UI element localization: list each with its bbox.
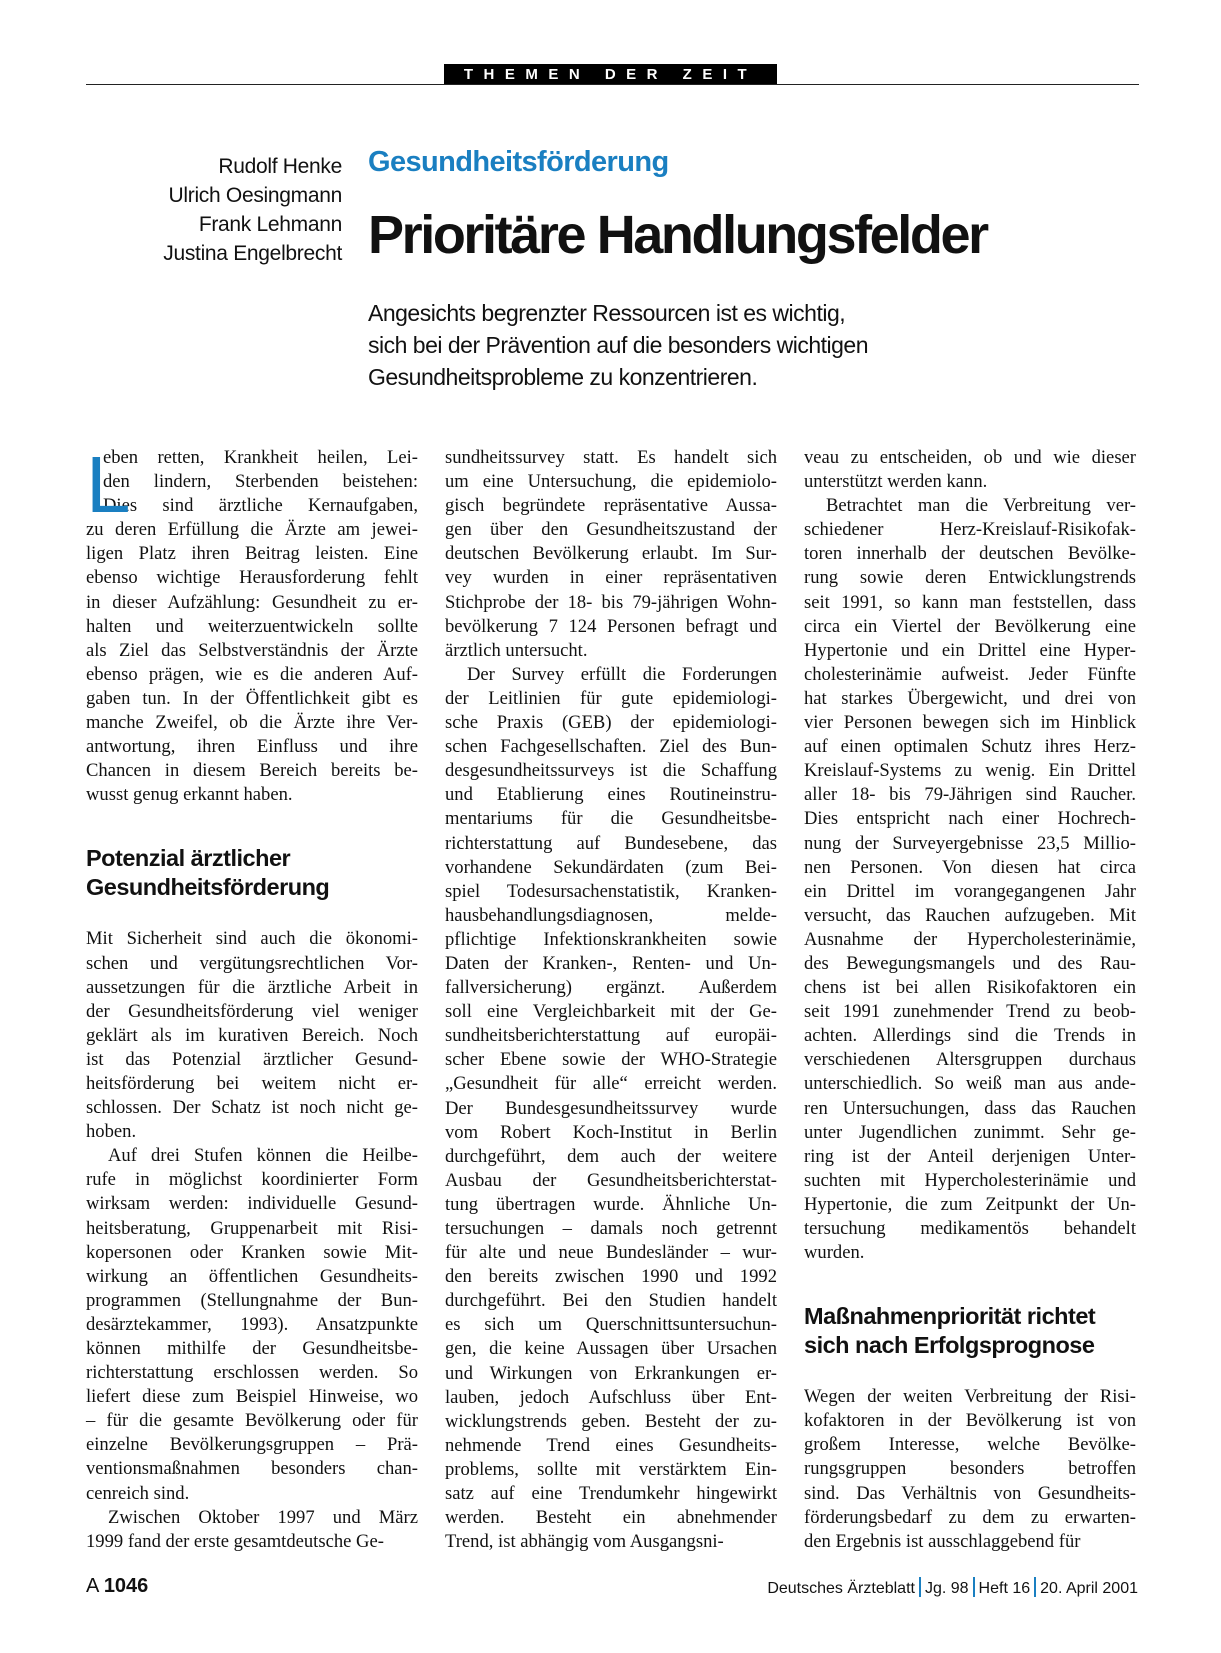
header-rule xyxy=(86,84,1139,85)
text-line: seit 1991, so kann man feststellen, dass xyxy=(804,591,1136,613)
text-line: soll eine Vergleichbarkeit mit der Ge- xyxy=(445,1001,777,1023)
text-line: ligen Platz ihren Beitrag leisten. Eine xyxy=(86,543,418,565)
journal-volume: Jg. 98 xyxy=(924,1580,969,1597)
text-line: chens ist bei allen Risikofaktoren ein xyxy=(804,977,1136,999)
text-line: ist das Potenzial ärztlicher Gesund- xyxy=(86,1048,418,1070)
text-line: ärztlich untersucht. xyxy=(445,639,588,661)
text-line: zu deren Erfüllung die Ärzte am jewei- xyxy=(86,519,418,541)
text-line: heitsförderung bei weitem nicht er- xyxy=(86,1072,418,1094)
dropcap: L xyxy=(86,440,131,529)
text-line: wusst genug erkannt haben. xyxy=(86,784,293,806)
text-line: den lindern, Sterbenden beistehen: xyxy=(103,471,418,493)
text-line: aller 18- bis 79-Jährigen sind Raucher. xyxy=(804,784,1136,806)
text-line: tung übertragen wurde. Ähnliche Un- xyxy=(445,1193,777,1215)
text-line: rung sowie deren Entwicklungstrends xyxy=(804,567,1136,589)
text-line: wicklungstrends geben. Besteht der zu- xyxy=(445,1410,777,1432)
text-line: Der Bundesgesundheitssurvey wurde xyxy=(445,1097,777,1119)
text-line: vier Personen bewegen sich im Hinblick xyxy=(804,712,1136,734)
subheading-line: Maßnahmenpriorität richtet xyxy=(804,1303,1096,1330)
text-line: den Ergebnis ist ausschlaggebend für xyxy=(804,1530,1081,1552)
article-headline: Prioritäre Handlungsfelder xyxy=(368,205,987,265)
text-line: einzelne Bevölkerungsgruppen – Prä- xyxy=(86,1434,418,1456)
text-line: unterschiedlich. So weiß man aus ande- xyxy=(804,1073,1136,1095)
text-line: und Wirkungen von Erkrankungen er- xyxy=(445,1362,777,1384)
section-header-band: THEMEN DER ZEIT xyxy=(444,64,777,85)
text-line: pflichtige Infektionskrankheiten sowie xyxy=(445,928,777,950)
author-name: Ulrich Oesingmann xyxy=(168,184,342,207)
text-line: ein Drittel im vorangegangenen Jahr xyxy=(804,880,1136,902)
text-line: 1999 fand der erste gesamtdeutsche Ge- xyxy=(86,1530,384,1552)
text-line: es sich um Querschnittsuntersuchun- xyxy=(445,1314,777,1336)
text-line: als Ziel das Selbstverständnis der Ärzte xyxy=(86,639,418,661)
text-line: Auf drei Stufen können die Heilbe- xyxy=(108,1145,418,1167)
text-line: schen Fachgesellschaften. Ziel des Bun- xyxy=(445,736,777,758)
text-line: vey wurden in einer repräsentativen xyxy=(445,567,777,589)
text-line: mentariums für die Gesundheitsbe- xyxy=(445,808,777,830)
text-line: satz auf eine Trendumkehr hingewirkt xyxy=(445,1483,777,1505)
text-line: vorhandene Sekundärdaten (zum Bei- xyxy=(445,856,777,878)
text-line: unterstützt werden kann. xyxy=(804,471,988,493)
text-line: unter Jugendlichen zunimmt. Sehr ge- xyxy=(804,1121,1136,1143)
text-line: fallversicherung) ergänzt. Außerdem xyxy=(445,977,777,999)
text-line: Kreislauf-Systems zu wenig. Ein Drittel xyxy=(804,760,1136,782)
text-line: scher Ebene sowie der WHO-Strategie xyxy=(445,1049,777,1071)
page-number xyxy=(86,1575,148,1598)
text-line: Der Survey erfüllt die Forderungen xyxy=(467,663,777,685)
text-line: desgesundheitssurveys ist die Schaffung xyxy=(445,760,777,782)
text-line: tersuchung medikamentös behandelt xyxy=(804,1218,1136,1239)
page-prefix: A xyxy=(86,1575,99,1597)
text-line: in dieser Aufzählung: Gesundheit zu er- xyxy=(86,591,418,613)
text-line: aussetzungen für die ärztliche Arbeit in xyxy=(86,976,418,998)
author-name: Rudolf Henke xyxy=(218,155,342,178)
text-line: schiedener Herz-Kreislauf-Risikofak- xyxy=(804,519,1136,541)
text-line: Dies sind ärztliche Kernaufgaben, xyxy=(103,495,418,517)
text-line: schen und vergütungsrechtlichen Vor- xyxy=(86,952,418,974)
text-line: achten. Allerdings sind die Trends in xyxy=(804,1025,1136,1047)
intro-paragraph xyxy=(86,440,418,807)
text-line: problems, sollte mit verstärktem Ein- xyxy=(445,1458,777,1480)
text-line: und Etablierung eines Routineinstru- xyxy=(445,784,777,806)
text-line: großem Interesse, welche Bevölke- xyxy=(804,1434,1136,1456)
text-line: Daten der Kranken-, Renten- und Un- xyxy=(445,952,777,974)
text-line: manche Zweifel, ob die Ärzte ihre Ver- xyxy=(86,712,418,734)
text-line: verschiedenen Altersgruppen durchaus xyxy=(804,1049,1136,1071)
text-column-2 xyxy=(445,446,777,1554)
text-line: spiel Todesursachenstatistik, Kranken- xyxy=(445,880,777,902)
text-line: ebenso wichtige Herausforderung fehlt xyxy=(86,567,418,589)
article-kicker: Gesundheitsförderung xyxy=(368,146,669,178)
text-line: der Gesundheitsförderung viel weniger xyxy=(86,1000,418,1022)
text-line: sundheitsberichterstattung auf europäi- xyxy=(445,1025,777,1047)
text-line: Betrachtet man die Verbreitung ver- xyxy=(826,495,1136,517)
footer-separator xyxy=(1034,1577,1036,1597)
text-line: „Gesundheit für alle“ erreicht werden. xyxy=(445,1073,777,1095)
text-line: sche Praxis (GEB) der epidemiologi- xyxy=(445,712,777,734)
text-line: kofaktoren in der Bevölkerung ist von xyxy=(804,1410,1136,1432)
text-line: kopersonen oder Kranken sowie Mit- xyxy=(86,1241,418,1263)
text-line: eben retten, Krankheit heilen, Lei- xyxy=(103,447,418,468)
text-line: halten und weiterzuentwickeln sollte xyxy=(86,615,418,637)
text-line: Ausnahme der Hypercholesterinämie, xyxy=(804,928,1136,950)
text-line: desärztekammer, 1993). Ansatzpunkte xyxy=(86,1313,418,1335)
text-line: wurden. xyxy=(804,1242,865,1264)
text-line: deutschen Bevölkerung erlaubt. Im Sur- xyxy=(445,543,777,565)
text-line: sind. Das Verhältnis von Gesundheits- xyxy=(804,1482,1136,1504)
text-line: Zwischen Oktober 1997 und März xyxy=(108,1506,418,1528)
text-line: Hypertonie und ein Drittel eine Hyper- xyxy=(804,639,1136,661)
text-line: gen, die keine Aussagen über Ursachen xyxy=(445,1338,777,1360)
text-line: des Bewegungsmangels und des Rau- xyxy=(804,952,1136,974)
text-line: Trend, ist abhängig vom Ausgangsni- xyxy=(445,1531,724,1553)
lede-line: Gesundheitsprobleme zu konzentrieren. xyxy=(368,364,758,390)
text-line: tersuchungen – damals noch getrennt xyxy=(445,1218,777,1239)
text-line: Mit Sicherheit sind auch die ökonomi- xyxy=(86,928,418,950)
text-line: ebenso prägen, wie es die anderen Auf- xyxy=(86,663,418,685)
text-line: der Leitlinien für gute epidemiologi- xyxy=(445,687,777,709)
journal-date: 20. April 2001 xyxy=(1040,1580,1138,1597)
subheading-potenzial xyxy=(86,844,418,902)
text-line: für alte und neue Bundesländer – wur- xyxy=(445,1242,777,1264)
text-line: den bereits zwischen 1990 und 1992 xyxy=(445,1266,777,1288)
journal-footer xyxy=(767,1577,1138,1598)
text-line: hoben. xyxy=(86,1121,137,1143)
text-line: sundheitssurvey statt. Es handelt sich xyxy=(445,447,777,468)
text-line: heitsberatung, Gruppenarbeit mit Risi- xyxy=(86,1217,418,1239)
text-line: lauben, jedoch Aufschluss über Ent- xyxy=(445,1386,777,1408)
footer-separator xyxy=(973,1577,975,1597)
article-lede xyxy=(368,297,868,393)
text-line: circa ein Viertel der Bevölkerung eine xyxy=(804,615,1136,637)
lede-line: Angesichts begrenzter Ressourcen ist es wichtig, xyxy=(368,300,846,326)
paragraph xyxy=(804,1385,1136,1554)
text-line: richterstattung erschlossen werden. So xyxy=(86,1362,418,1384)
text-line: versucht, das Rauchen aufzugeben. Mit xyxy=(804,904,1136,926)
lede-line: sich bei der Prävention auf die besonders wichtigen xyxy=(368,332,868,358)
subheading-line: sich nach Erfolgsprognose xyxy=(804,1332,1095,1359)
text-line: werden. Besteht ein abnehmender xyxy=(445,1507,777,1529)
text-line: nung der Surveyergebnisse 23,5 Millio- xyxy=(804,832,1136,854)
text-line: veau zu entscheiden, ob und wie dieser xyxy=(804,447,1136,468)
text-line: ventionsmaßnahmen besonders chan- xyxy=(86,1458,418,1480)
text-line: auf einen optimalen Schutz ihres Herz- xyxy=(804,736,1136,758)
text-line: können mithilfe der Gesundheitsbe- xyxy=(86,1338,418,1359)
text-line: hausbehandlungsdiagnosen, melde- xyxy=(445,904,777,926)
journal-issue: Heft 16 xyxy=(978,1580,1031,1597)
paragraph xyxy=(445,663,777,1554)
text-line: Ausbau der Gesundheitsberichterstat- xyxy=(445,1169,777,1191)
text-line: durchgeführt, dem auch der weitere xyxy=(445,1145,777,1167)
paragraph xyxy=(86,927,418,1144)
paragraph xyxy=(86,1144,418,1505)
text-line: Stichprobe der 18- bis 79-jährigen Wohn- xyxy=(445,591,777,613)
text-line: antwortung, ihren Einfluss und ihre xyxy=(86,736,418,758)
text-column-1 xyxy=(86,440,418,1554)
text-line: nehmende Trend eines Gesundheits- xyxy=(445,1434,777,1456)
author-name: Justina Engelbrecht xyxy=(163,242,342,265)
text-line: hat starkes Übergewicht, und drei von xyxy=(804,687,1136,709)
text-line: Chancen in diesem Bereich bereits be- xyxy=(86,760,418,782)
text-line: rungsgruppen besonders betroffen xyxy=(804,1458,1136,1480)
text-line: toren innerhalb der deutschen Bevölke- xyxy=(804,543,1136,565)
text-line: vom Robert Koch-Institut in Berlin xyxy=(445,1121,777,1143)
page-number-value: 1046 xyxy=(103,1575,149,1597)
paragraph xyxy=(804,446,1136,494)
text-line: wirksam werden: individuelle Gesund- xyxy=(86,1193,418,1215)
footer-separator xyxy=(919,1577,921,1597)
text-line: Dies entspricht nach einer Hochrech- xyxy=(804,808,1136,830)
text-line: nen Personen. Von diesen hat circa xyxy=(804,856,1136,878)
text-line: richterstattung auf Bundesebene, das xyxy=(445,832,777,854)
text-line: bevölkerung 7 124 Personen befragt und xyxy=(445,615,777,637)
text-line: cholesterinämie aufweist. Jeder Fünfte xyxy=(804,663,1136,685)
subheading-massnahmen xyxy=(804,1302,1136,1360)
text-line: ren Untersuchungen, dass das Rauchen xyxy=(804,1097,1136,1119)
text-column-3 xyxy=(804,446,1136,1554)
text-line: rufe in möglichst koordinierter Form xyxy=(86,1169,418,1191)
text-line: geklärt als im kurativen Bereich. Noch xyxy=(86,1024,418,1046)
paragraph xyxy=(445,446,777,663)
text-line: gaben tun. In der Öffentlichkeit gibt es xyxy=(86,687,418,709)
text-line: wirkung an öffentlichen Gesundheits- xyxy=(86,1265,418,1287)
text-line: förderungsbedarf zu dem zu erwarten- xyxy=(804,1506,1136,1528)
text-line: durchgeführt. Bei den Studien handelt xyxy=(445,1290,777,1312)
paragraph xyxy=(804,494,1136,1265)
subheading-line: Potenzial ärztlicher xyxy=(86,845,291,872)
author-name: Frank Lehmann xyxy=(198,213,342,236)
text-line: um eine Untersuchung, die epidemiolo- xyxy=(445,471,777,493)
subheading-line: Gesundheitsförderung xyxy=(86,874,330,901)
journal-name: Deutsches Ärzteblatt xyxy=(767,1580,915,1597)
text-line: schlossen. Der Schatz ist noch nicht ge- xyxy=(86,1097,418,1119)
text-line: gisch begründete repräsentative Aussa- xyxy=(445,495,777,517)
text-line: programmen (Stellungnahme der Bun- xyxy=(86,1289,418,1311)
text-line: suchten mit Hypercholesterinämie und xyxy=(804,1169,1136,1191)
text-line: liefert diese zum Beispiel Hinweise, wo xyxy=(86,1386,418,1408)
text-line: ring ist der Anteil derjenigen Unter- xyxy=(804,1145,1136,1167)
text-line: Wegen der weiten Verbreitung der Risi- xyxy=(804,1386,1136,1408)
text-line: Hypertonie, die zum Zeitpunkt der Un- xyxy=(804,1193,1136,1215)
text-line: – für die gesamte Bevölkerung oder für xyxy=(86,1410,418,1432)
text-line: cenreich sind. xyxy=(86,1482,190,1504)
paragraph xyxy=(86,1506,418,1554)
text-line: gen über den Gesundheitszustand der xyxy=(445,519,777,541)
author-list xyxy=(163,152,342,268)
text-line: seit 1991 zunehmender Trend zu beob- xyxy=(804,1001,1136,1023)
